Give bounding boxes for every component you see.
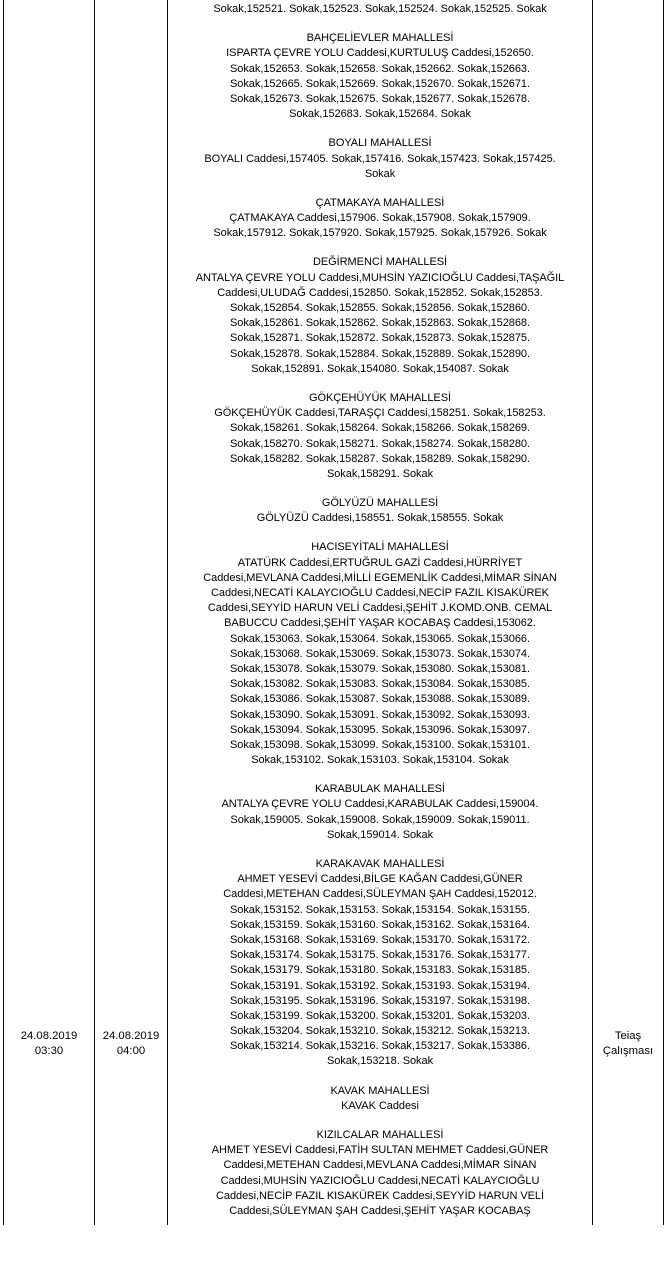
street-list-line: Sokak,153152. Sokak,153153. Sokak,153154. Sokak,153155. [230,903,530,916]
neighborhood-section [168,540,592,768]
neighborhood-section [168,857,592,1070]
street-list-line: Sokak,159014. Sokak [326,828,434,841]
street-list-line: Sokak,159005. Sokak,159008. Sokak,159009. Sokak,159011. [230,813,530,826]
neighborhood-heading: DEĞİRMENCİ MAHALLESİ [312,256,448,269]
neighborhood-section [168,31,592,122]
street-list-line: AHMET YESEVİ Caddesi,BİLGE KAĞAN Caddesi,GÜNER [237,873,523,886]
neighborhood-section [168,782,592,843]
street-list-line: Sokak,152854. Sokak,152855. Sokak,152856. Sokak,152860. [230,302,530,314]
street-list-line: Sokak,158261. Sokak,158264. Sokak,158266. Sokak,158269. [230,422,530,435]
street-list-line: BOYALI Caddesi,157405. Sokak,157416. Sokak,157423. Sokak,157425. [204,152,556,165]
street-list-line: Sokak,157912. Sokak,157920. Sokak,157925. Sokak,157926. Sokak [213,227,547,240]
street-list-line: Sokak,153068. Sokak,153069. Sokak,153073. Sokak,153074. [230,647,530,660]
street-list-line: ÇATMAKAYA Caddesi,157906. Sokak,157908. Sokak,157909. [229,212,531,225]
street-list-line: GÖLYÜZÜ Caddesi,158551. Sokak,158555. Sokak [256,512,504,525]
street-list-line: Caddesi,MEVLANA Caddesi,MİLLİ EGEMENLİK Caddesi,MİMAR SİNAN [203,571,557,584]
street-list-line: Sokak,152683. Sokak,152684. Sokak [289,108,471,121]
street-list-line: Caddesi,ULUDAĞ Caddesi,152850. Sokak,152852. Sokak,152853. [217,286,543,299]
neighborhood-heading: KIZILCALAR MAHALLESİ [316,1129,444,1141]
end-datetime-column [94,0,167,1225]
reason-column [592,0,664,1225]
neighborhood-heading: KAVAK MAHALLESİ [330,1084,430,1097]
street-list-line: Sokak,153063. Sokak,153064. Sokak,153065. Sokak,153066. [230,632,530,645]
start-time: 03:30 [34,1045,64,1057]
street-list-line: Caddesi,NECİP FAZIL KISAKÜREK Caddesi,SEYYİD HARUN VELİ [216,1189,544,1202]
street-list-line: GÖKÇEHÜYÜK Caddesi,TARAŞÇI Caddesi,158251. Sokak,158253. [214,407,546,420]
street-list-line: Sokak,158282. Sokak,158287. Sokak,158289. Sokak,158290. [230,452,530,465]
neighborhood-section [168,1084,592,1114]
neighborhood-heading: ÇATMAKAYA MAHALLESİ [315,196,445,209]
neighborhood-section [168,136,592,182]
street-list-line: Sokak,153094. Sokak,153095. Sokak,153096. Sokak,153097. [230,723,530,736]
street-list-line: Sokak,152673. Sokak,152675. Sokak,152677. Sokak,152678. [230,92,530,105]
neighborhood-heading: KARAKAVAK MAHALLESİ [315,858,445,870]
affected-areas-column [167,0,592,1225]
street-list-line: Sokak,153195. Sokak,153196. Sokak,153197. Sokak,153198. [230,994,530,1007]
street-list-line: Sokak,158291. Sokak [326,467,434,480]
street-list-line: Sokak,152878. Sokak,152884. Sokak,152889. Sokak,152890. [230,347,530,360]
neighborhood-heading: GÖKÇEHÜYÜK MAHALLESİ [308,391,452,404]
street-list-line: Caddesi,SÜLEYMAN ŞAH Caddesi,ŞEHİT YAŞAR KOCABAŞ [229,1204,531,1217]
neighborhood-heading: HACISEYİTALİ MAHALLESİ [311,541,449,554]
street-list-line: Sokak,153102. Sokak,153103. Sokak,153104. Sokak [251,754,509,767]
street-list-line: Sokak,152891. Sokak,154080. Sokak,154087. Sokak [251,362,509,375]
end-date: 24.08.2019 [102,1030,160,1042]
street-list-line: Sokak,153191. Sokak,153192. Sokak,153193. Sokak,153194. [230,979,530,992]
street-list-line: Sokak,153090. Sokak,153091. Sokak,153092. Sokak,153093. [230,708,530,721]
street-list-line: Sokak,153159. Sokak,153160. Sokak,153162. Sokak,153164. [230,918,530,931]
neighborhood-heading: BOYALI MAHALLESİ [328,137,432,150]
street-list-line: Sokak [364,167,396,180]
street-list-line: Sokak,153168. Sokak,153169. Sokak,153170. Sokak,153172. [230,933,530,946]
neighborhood-section [168,391,592,482]
street-list-line: Sokak,153082. Sokak,153083. Sokak,153084. Sokak,153085. [230,678,530,691]
street-list-line: Sokak,153204. Sokak,153210. Sokak,153212. Sokak,153213. [230,1025,530,1038]
street-list-line: Sokak,153199. Sokak,153200. Sokak,153201. Sokak,153203. [230,1009,530,1022]
neighborhood-heading: KARABULAK MAHALLESİ [315,783,445,796]
street-list-line: AHMET YESEVİ Caddesi,FATİH SULTAN MEHMET Caddesi,GÜNER [211,1144,549,1157]
end-datetime-cell [95,1029,167,1059]
start-date: 24.08.2019 [20,1030,78,1042]
neighborhood-section [168,255,592,377]
street-list-line: Sokak,158270. Sokak,158271. Sokak,158274. Sokak,158280. [230,437,530,450]
street-list-line: Sokak,153086. Sokak,153087. Sokak,153088. Sokak,153089. [230,693,530,706]
street-list-line: Sokak,152521. Sokak,152523. Sokak,152524. Sokak,152525. Sokak [213,3,547,15]
street-list-line: Caddesi,SEYYİD HARUN VELİ Caddesi,ŞEHİT J.KOMD.ONB. CEMAL [207,602,553,615]
street-list-line: Sokak,153174. Sokak,153175. Sokak,153176. Sokak,153177. [230,949,530,962]
street-list-line: Caddesi,MUHSİN YAZICIOĞLU Caddesi,NECATİ KALAYCIOĞLU [220,1174,540,1187]
street-list-line: Sokak,152871. Sokak,152872. Sokak,152873. Sokak,152875. [230,332,530,345]
street-list-line: Sokak,152861. Sokak,152862. Sokak,152863. Sokak,152868. [230,317,530,330]
street-list-line: ATATÜRK Caddesi,ERTUĞRUL GAZİ Caddesi,HÜRRİYET [237,556,523,569]
street-list-line: Sokak,152653. Sokak,152658. Sokak,152662. Sokak,152663. [230,62,530,75]
street-list-line: Sokak,153098. Sokak,153099. Sokak,153100. Sokak,153101. [230,738,530,751]
street-list-line: Caddesi,METEHAN Caddesi,MEVLANA Caddesi,MİMAR SİNAN [223,1159,537,1172]
neighborhood-heading: BAHÇELİEVLER MAHALLESİ [306,32,454,45]
street-list-line: Caddesi,NECATİ KALAYCIOĞLU Caddesi,NECİP FAZIL KISAKÜREK [211,587,549,599]
street-list-line: Caddesi,METEHAN Caddesi,SÜLEYMAN ŞAH Caddesi,152012. [223,888,537,901]
neighborhood-heading: GÖLYÜZÜ MAHALLESİ [321,497,439,510]
start-datetime-column [3,0,94,1225]
street-list-line: KAVAK Caddesi [341,1099,419,1112]
outage-reason: Teiaş Çalışması [602,1030,654,1057]
street-list-line: Sokak,152665. Sokak,152669. Sokak,152670. Sokak,152671. [230,77,530,90]
neighborhood-section [168,1128,592,1219]
street-list-line: Sokak,153078. Sokak,153079. Sokak,153080. Sokak,153081. [230,662,530,675]
neighborhood-section [168,496,592,526]
street-list-line: Sokak,153214. Sokak,153216. Sokak,153217. Sokak,153386. [230,1040,530,1053]
street-list-line: ISPARTA ÇEVRE YOLU Caddesi,KURTULUŞ Caddesi,152650. [226,47,534,60]
outage-table-row [3,0,664,1225]
neighborhood-section [168,196,592,242]
street-list-line: BABUCCU Caddesi,ŞEHİT YAŞAR KOCABAŞ Caddesi,153062. [224,617,536,630]
street-list-line: Sokak,153179. Sokak,153180. Sokak,153183. Sokak,153185. [230,964,530,977]
affected-areas [168,0,592,1227]
neighborhood-section [168,2,592,17]
street-list-line: ANTALYA ÇEVRE YOLU Caddesi,KARABULAK Caddesi,159004. [221,798,539,811]
street-list-line: ANTALYA ÇEVRE YOLU Caddesi,MUHSİN YAZICIOĞLU Caddesi,TAŞAĞIL [195,271,565,284]
end-time: 04:00 [116,1045,146,1057]
street-list-line: Sokak,153218. Sokak [326,1055,434,1068]
start-datetime-cell [4,1029,94,1059]
